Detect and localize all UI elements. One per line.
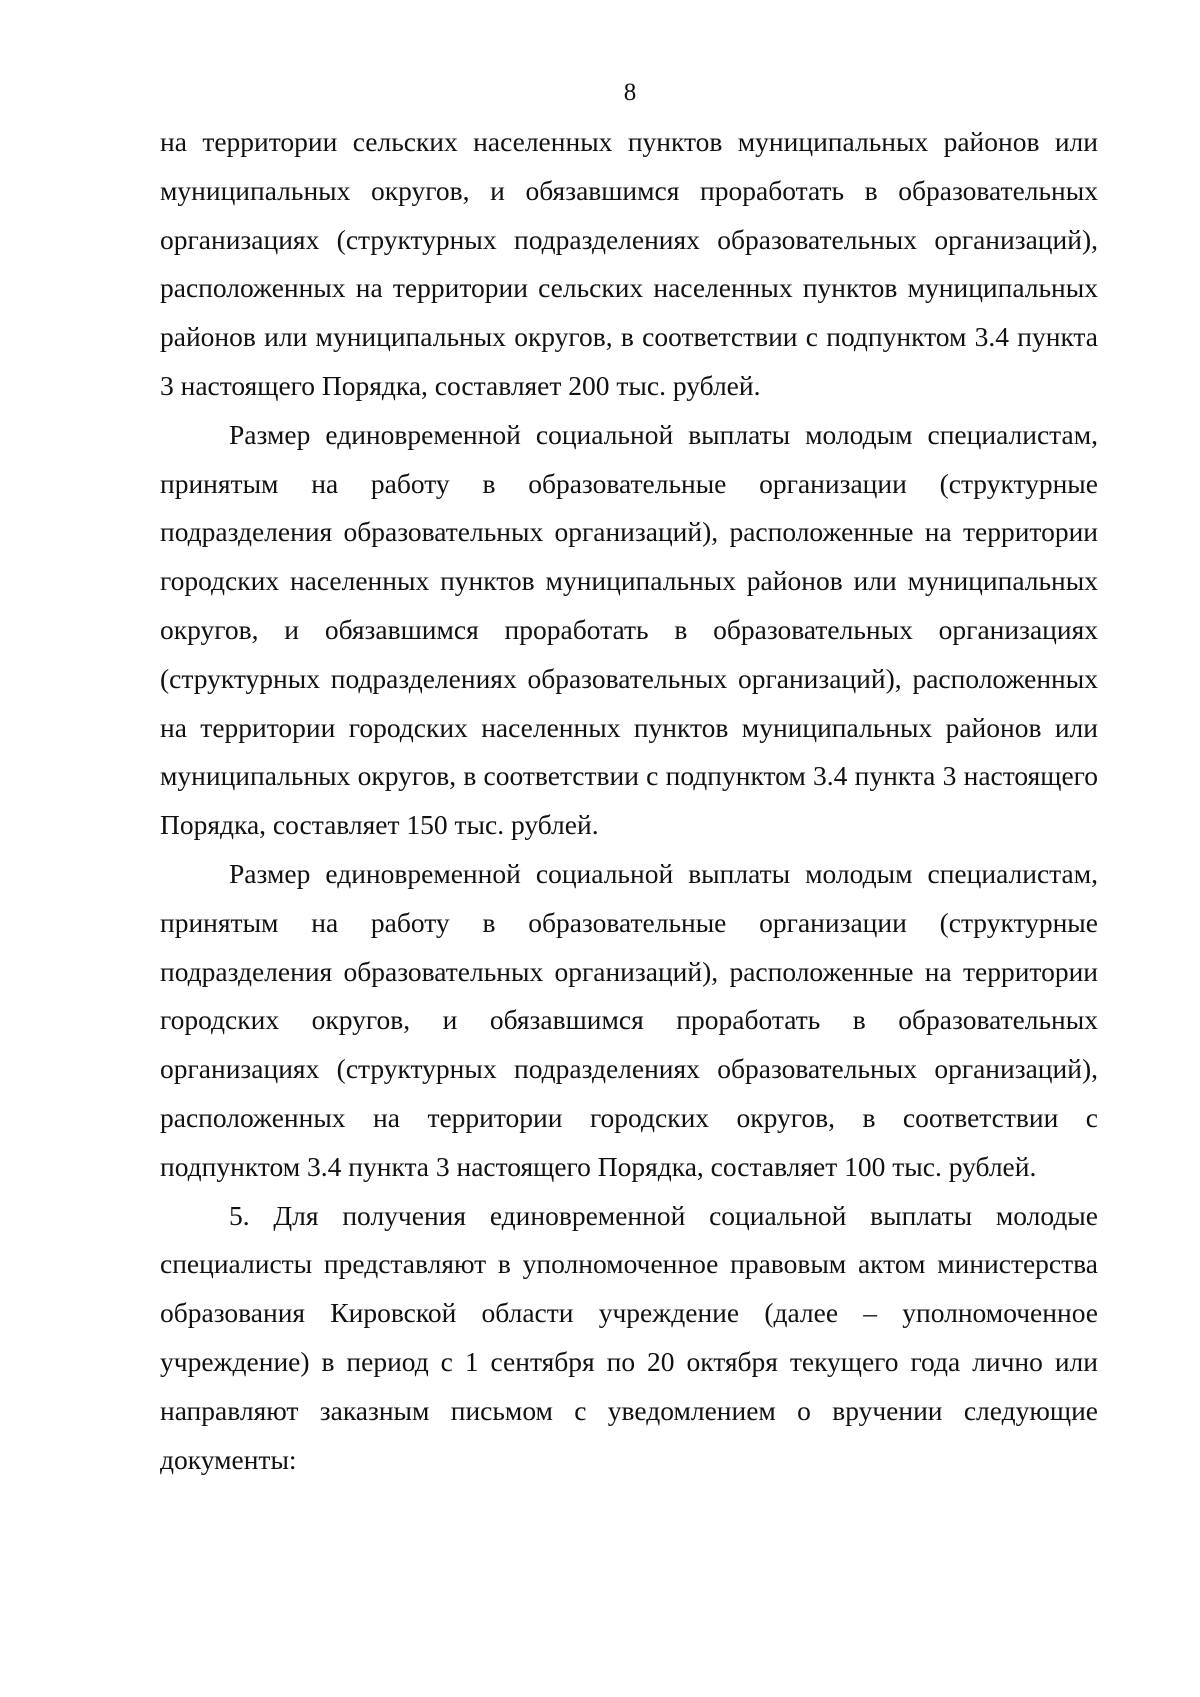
paragraph-urban-settlements-payment: Размер единовременной социальной выплаты молодым специалистам, принятым на работу в образовательные организации (структурные подразделения образовательных организаций), расположенные на территории городских населенных пунктов муниципальных районов или муниципальных округов, и обязавшимся проработать в образовательных организациях (структурных подразделениях образовательных организаций), расположенных на территории городских населенных пунктов муниципальных районов или муниципальных округов, в соответствии с подпунктом 3.4 пункта 3 настоящего Порядка, составляет 150 тыс. рублей. — [160, 418, 1098, 841]
page-number: 8 — [623, 79, 637, 106]
paragraph-section-5-documents: 5. Для получения единовременной социальной выплаты молодые специалисты представляют в уполномоченное правовым актом министерства образования Кировской области учреждение (далее – уполномоченное учреждение) в период с 1 сентября по 20 октября текущего года лично или направляют заказным письмом с уведомлением о вручении следующие документы: — [160, 1199, 1098, 1475]
paragraph-city-districts-payment: Размер единовременной социальной выплаты молодым специалистам, принятым на работу в образовательные организации (структурные подразделения образовательных организаций), расположенные на территории городских округов, и обязавшимся проработать в образовательных организациях (структурных подразделениях образовательных организаций), расположенных на территории городских округов, в соответствии с подпунктом 3.4 пункта 3 настоящего Порядка, составляет 100 тыс. рублей. — [160, 857, 1098, 1182]
paragraph-rural-payment-continuation: на территории сельских населенных пунктов муниципальных районов или муниципальных округов, и обязавшимся проработать в образовательных организациях (структурных подразделениях образовательных организаций), расположенных на территории сельских населенных пунктов муниципальных районов или муниципальных округов, в соответствии с подпунктом 3.4 пункта 3 настоящего Порядка, составляет 200 тыс. рублей. — [160, 126, 1098, 401]
body-text — [160, 118, 1098, 1484]
